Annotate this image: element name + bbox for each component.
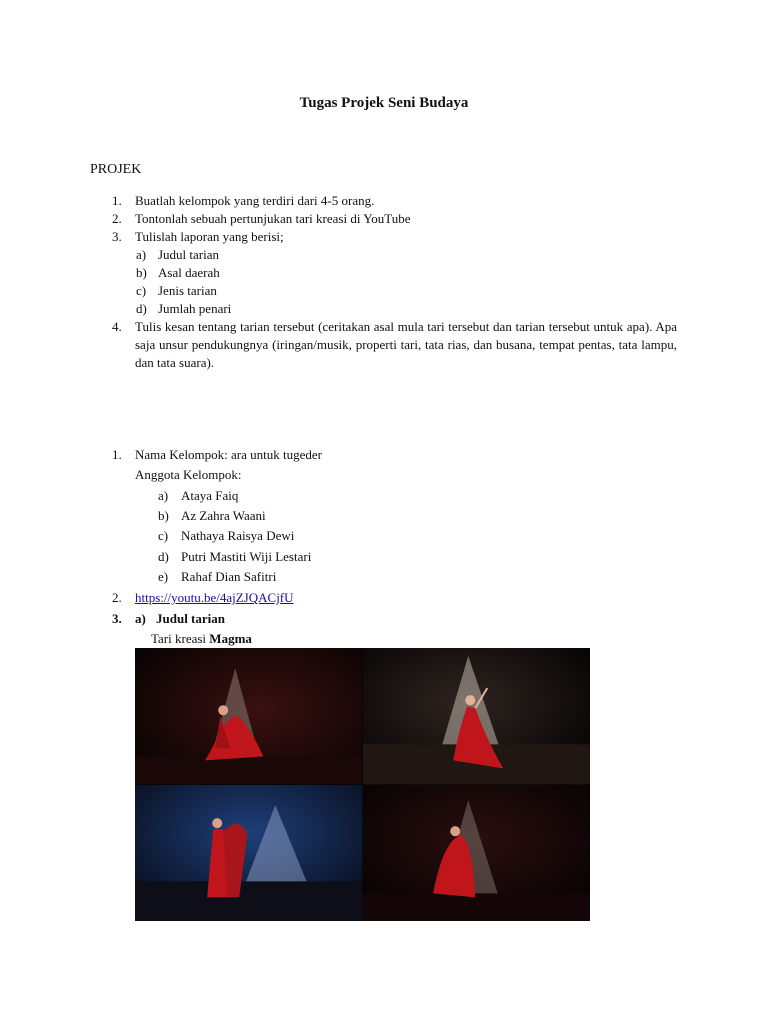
item-letter: a) (135, 611, 146, 626)
member-letter: c) (158, 528, 169, 543)
task-number: 2. (112, 211, 122, 226)
task-number: 3. (112, 229, 122, 244)
task-text: Tontonlah sebuah pertunjukan tari kreasi di YouTube (135, 211, 411, 226)
subtask-text: Jenis tarian (158, 283, 217, 298)
member-name: Putri Mastiti Wiji Lestari (181, 549, 312, 564)
subtask-letter: b) (136, 265, 147, 280)
subtask-letter: d) (136, 301, 147, 316)
subtask-text: Asal daerah (158, 265, 220, 280)
member-name: Ataya Faiq (181, 488, 239, 503)
member-name: Nathaya Raisya Dewi (181, 528, 295, 543)
dance-photo-1 (135, 648, 363, 785)
subtask-letter: a) (136, 247, 147, 262)
dance-photo-3 (135, 785, 363, 922)
answer-number: 3. (112, 611, 122, 626)
answer-number: 2. (112, 590, 122, 605)
item-heading: Judul tarian (156, 611, 225, 626)
section-heading: PROJEK (90, 162, 142, 177)
subtask-text: Judul tarian (158, 247, 220, 262)
answer-number: 1. (112, 447, 122, 462)
youtube-link[interactable]: https://youtu.be/4ajZJQACjfU (135, 590, 294, 605)
task-number: 1. (112, 193, 122, 208)
member-letter: e) (158, 569, 169, 584)
member-name: Az Zahra Waani (181, 508, 266, 523)
task-text: Tulislah laporan yang berisi; (135, 229, 284, 244)
document-title: Tugas Projek Seni Budaya (299, 95, 469, 111)
member-name: Rahaf Dian Safitri (181, 569, 277, 584)
dance-photo-collage (135, 648, 590, 921)
dance-photo-4 (363, 785, 591, 922)
member-letter: d) (158, 549, 169, 564)
dance-title (151, 630, 252, 648)
subtask-letter: c) (136, 283, 147, 298)
task-number: 4. (112, 319, 122, 334)
subtask-text: Jumlah penari (158, 301, 232, 316)
dance-title-prefix: Tari kreasi (151, 631, 210, 646)
members-label: Anggota Kelompok: (135, 467, 242, 482)
member-letter: a) (158, 488, 169, 503)
dance-title-name: Magma (209, 631, 252, 646)
dance-photo-2 (363, 648, 591, 785)
member-letter: b) (158, 508, 169, 523)
task-paragraph: Tulis kesan tentang tarian tersebut (ceritakan asal mula tari tersebut dan tarian tersebut untuk apa). Apa saja unsur pendukungnya (iringan/musik, properti tari, tata rias, dan busana, tempat pentas, tata lampu, dan tata suara). (135, 319, 677, 370)
group-name: Nama Kelompok: ara untuk tugeder (135, 447, 322, 462)
task-text: Buatlah kelompok yang terdiri dari 4-5 orang. (135, 193, 375, 208)
